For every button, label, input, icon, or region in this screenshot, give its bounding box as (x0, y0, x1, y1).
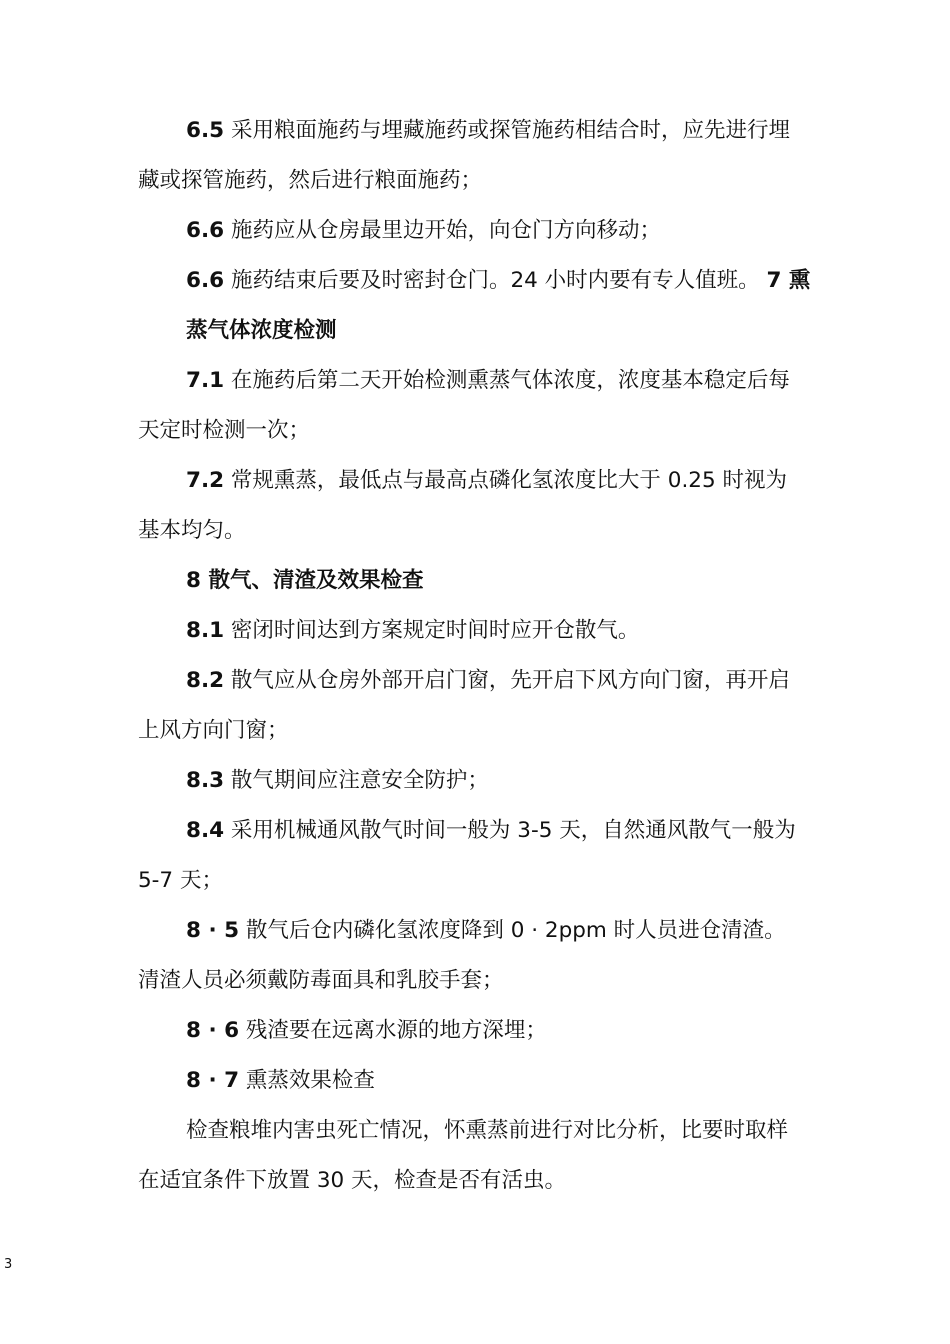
paragraph-text: 施药应从仓房最里边开始，向仓门方向移动； (230, 218, 661, 243)
section-number: 6.6 (186, 268, 225, 293)
document-body (138, 106, 818, 1206)
section-number: 8 · 7 (186, 1068, 240, 1093)
section-heading-7-start: 7 熏 (766, 268, 811, 293)
paragraph-8-7-body-continued (138, 1156, 818, 1206)
paragraph-text: 天定时检测一次； (138, 418, 311, 443)
paragraph-7-1 (138, 356, 818, 406)
paragraph-text: 散气期间应注意安全防护； (224, 768, 489, 793)
paragraph-6-5-continued (138, 156, 818, 206)
paragraph-8-3 (138, 756, 818, 806)
section-number: 6.6 (186, 218, 225, 243)
paragraph-text: 采用机械通风散气时间一般为 3-5 天，自然通风散气一般为 (224, 818, 796, 843)
paragraph-8-2 (138, 656, 818, 706)
paragraph-8-7 (138, 1056, 818, 1106)
section-number: 7.2 (186, 468, 225, 493)
paragraph-8-6 (138, 1006, 818, 1056)
paragraph-8-4-continued (138, 856, 818, 906)
paragraph-text: 散气应从仓房外部开启门窗，先开启下风方向门窗，再开启 (224, 668, 790, 693)
paragraph-8-2-continued (138, 706, 818, 756)
paragraph-text: 基本均匀。 (138, 518, 246, 543)
paragraph-8-4 (138, 806, 818, 856)
section-heading-8 (138, 556, 818, 606)
section-number: 8.4 (186, 818, 225, 843)
section-number: 8 · 6 (186, 1018, 240, 1043)
paragraph-text: 5-7 天； (138, 868, 223, 893)
section-number: 8 (186, 568, 201, 593)
paragraph-text: 密闭时间达到方案规定时间时应开仓散气。 (224, 618, 640, 643)
section-number: 7.1 (186, 368, 225, 393)
section-number: 8 · 5 (186, 918, 240, 943)
section-number: 8.1 (186, 618, 225, 643)
paragraph-8-7-body (138, 1106, 818, 1156)
paragraph-text: 在施药后第二天开始检测熏蒸气体浓度，浓度基本稳定后每 (224, 368, 790, 393)
page-number: 3 (4, 1257, 13, 1272)
paragraph-8-1 (138, 606, 818, 656)
section-number: 6.5 (186, 118, 225, 143)
paragraph-7-2-continued (138, 506, 818, 556)
paragraph-8-5-continued (138, 956, 818, 1006)
paragraph-text: 清渣人员必须戴防毒面具和乳胶手套； (138, 968, 504, 993)
paragraph-text: 常规熏蒸，最低点与最高点磷化氢浓度比大于 0.25 时视为 (224, 468, 787, 493)
section-number: 8.2 (186, 668, 225, 693)
paragraph-8-5 (138, 906, 818, 956)
paragraph-6-5 (138, 106, 818, 156)
paragraph-text: 施药结束后要及时密封仓门。24 小时内要有专人值班。 (230, 268, 760, 293)
section-heading-text: 散气、清渣及效果检查 (208, 568, 424, 593)
paragraph-6-6-b (138, 256, 818, 306)
paragraph-text: 检查粮堆内害虫死亡情况，怀熏蒸前进行对比分析，比要时取样 (186, 1118, 789, 1143)
section-heading-7 (138, 306, 818, 356)
paragraph-text: 残渣要在远离水源的地方深埋； (245, 1018, 547, 1043)
paragraph-text: 采用粮面施药与埋藏施药或探管施药相结合时，应先进行埋 (230, 118, 790, 143)
section-heading-text: 蒸气体浓度检测 (186, 318, 337, 343)
paragraph-text: 熏蒸效果检查 (245, 1068, 375, 1093)
paragraph-7-1-continued (138, 406, 818, 456)
paragraph-text: 散气后仓内磷化氢浓度降到 0 · 2ppm 时人员进仓清渣。 (245, 918, 786, 943)
paragraph-text: 藏或探管施药，然后进行粮面施药； (138, 168, 483, 193)
paragraph-text: 在适宜条件下放置 30 天，检查是否有活虫。 (138, 1168, 567, 1193)
paragraph-text: 上风方向门窗； (138, 718, 289, 743)
paragraph-6-6-a (138, 206, 818, 256)
section-number: 8.3 (186, 768, 225, 793)
paragraph-7-2 (138, 456, 818, 506)
